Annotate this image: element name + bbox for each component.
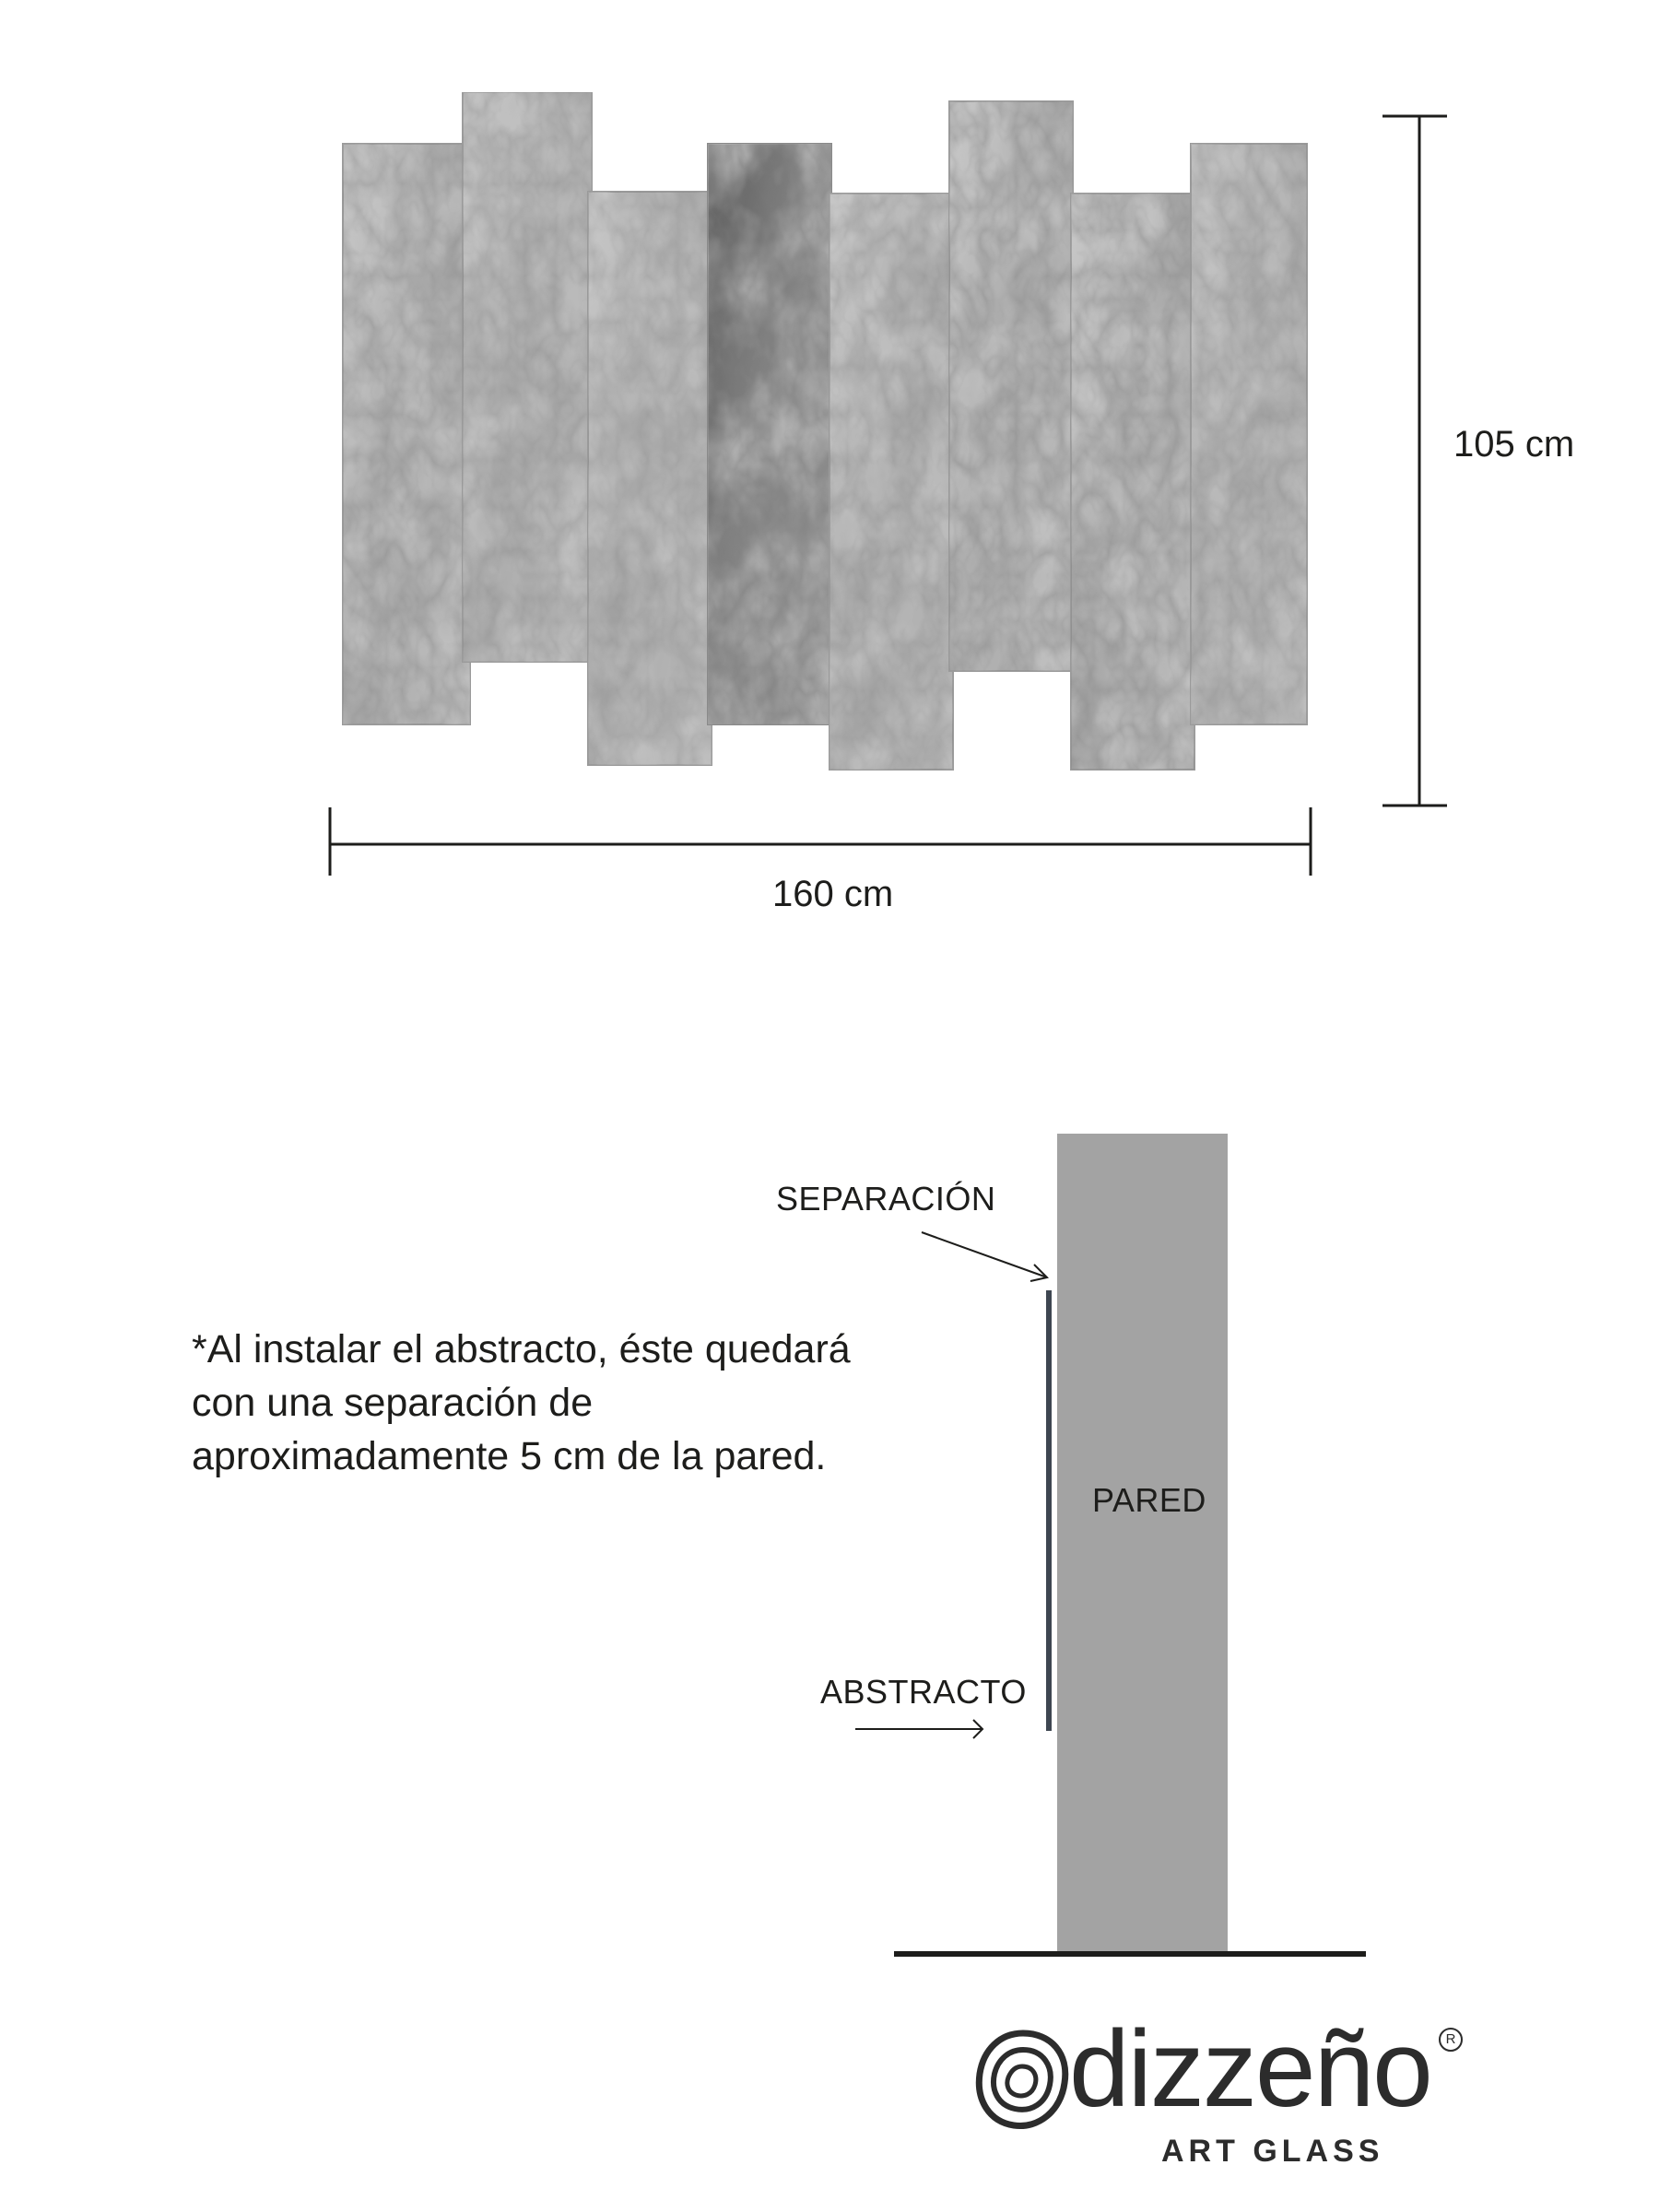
glass-panel-4 — [708, 144, 831, 724]
glass-artwork-image — [341, 92, 1309, 774]
glass-panel-2 — [463, 92, 592, 662]
glass-panel-5 — [830, 194, 953, 770]
glass-panel-7 — [1071, 194, 1194, 770]
separation-arrow — [922, 1232, 1047, 1277]
glass-panel-1 — [343, 144, 470, 724]
brand-name: dizzeño — [1069, 2008, 1431, 2130]
swirl-logo-icon — [972, 2026, 1074, 2136]
width-dimension-line — [323, 802, 1318, 876]
side-view-diagram — [830, 1106, 1382, 1972]
height-dimension-line — [1373, 111, 1447, 811]
wall-label: PARED — [1092, 1481, 1206, 1519]
wall-rect — [1057, 1134, 1228, 1954]
abstract-panel-side — [1046, 1290, 1052, 1731]
height-dimension-label: 105 cm — [1453, 424, 1575, 465]
glass-panel-6 — [949, 101, 1073, 671]
brand-tagline: ART GLASS — [1161, 2134, 1384, 2169]
glass-panel-8 — [1191, 144, 1307, 724]
registered-mark: R — [1439, 2028, 1463, 2052]
width-dimension-label: 160 cm — [772, 874, 894, 914]
glass-panel-3 — [588, 192, 712, 765]
brand-logo — [972, 2009, 1470, 2175]
separation-label: SEPARACIÓN — [776, 1180, 996, 1218]
abstract-label: ABSTRACTO — [820, 1673, 1027, 1711]
installation-note: *Al instalar el abstracto, éste quedará con una separación de aproximadamente 5 cm de la pared. — [192, 1327, 851, 1478]
